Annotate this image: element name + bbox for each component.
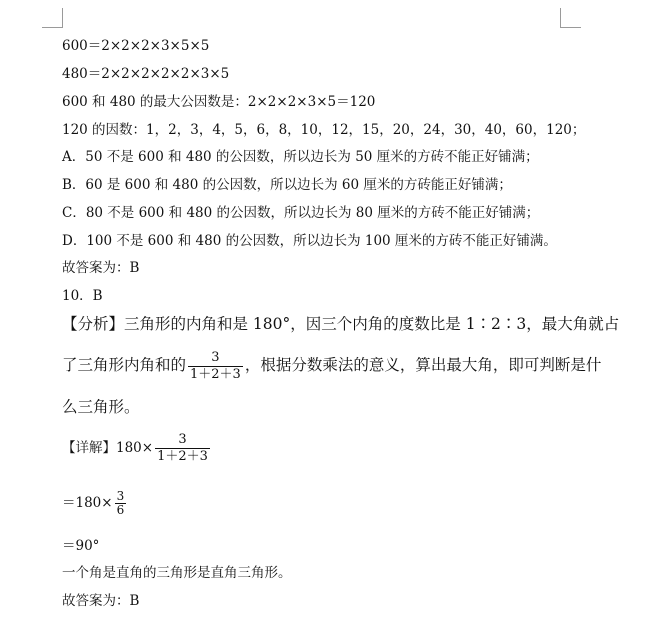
gcd-line: 600 和 480 的最大公因数是：2×2×2×3×5＝120 <box>62 94 376 110</box>
analysis-line-1: 【分析】三角形的内角和是 180°，因三个内角的度数比是 1∶2∶3，最大角就占 <box>62 315 620 333</box>
answer-line-9: 故答案为：B <box>62 260 140 276</box>
fraction-denominator: 1＋2＋3 <box>157 449 208 464</box>
detail-step-3: ＝90° <box>62 538 100 554</box>
question-10-answer: 10．B <box>62 288 103 304</box>
fraction-denominator: 1＋2＋3 <box>190 366 241 382</box>
crop-mark-right-horizontal <box>560 27 581 28</box>
detail-label: 【详解】180× <box>62 440 154 456</box>
crop-mark-left-vertical <box>62 8 63 28</box>
analysis-line-2 <box>62 345 601 385</box>
detail-step-2 <box>62 486 128 520</box>
conclusion-line: 一个角是直角的三角形是直角三角形。 <box>62 565 292 581</box>
detail-line <box>62 428 212 468</box>
factorization-480: 480＝2×2×2×2×2×3×5 <box>62 66 230 82</box>
fraction-denominator: 6 <box>116 503 125 517</box>
analysis-line-3: 么三角形。 <box>62 398 140 416</box>
fraction-numerator: 3 <box>211 349 220 365</box>
step-2-prefix: ＝180× <box>62 495 113 511</box>
factors-of-120: 120 的因数：1，2，3，4，5，6，8，10，12，15，20，24，30，40，60，120； <box>62 122 586 138</box>
option-b-text: B．60 是 600 和 480 的公因数，所以边长为 60 厘米的方砖能正好铺满； <box>62 177 512 193</box>
option-c-text: C．80 不是 600 和 480 的公因数，所以边长为 80 厘米的方砖不能正好铺满； <box>62 205 540 221</box>
option-d-text: D．100 不是 600 和 480 的公因数，所以边长为 100 厘米的方砖不能正好铺满。 <box>62 233 557 249</box>
fraction-numerator: 3 <box>178 432 187 447</box>
analysis-line-2-end: ，根据分数乘法的意义，算出最大角，即可判断是什 <box>244 356 602 374</box>
fraction-3-over-1-plus-2-plus-3-detail <box>155 432 210 465</box>
fraction-numerator: 3 <box>116 489 125 503</box>
factorization-600: 600＝2×2×2×3×5×5 <box>62 38 210 54</box>
crop-mark-right-vertical <box>560 8 561 28</box>
crop-mark-left-horizontal <box>42 27 63 28</box>
fraction-3-over-6 <box>115 490 127 517</box>
analysis-line-2-start: 了三角形内角和的 <box>62 356 187 374</box>
option-a-text: A．50 不是 600 和 480 的公因数，所以边长为 50 厘米的方砖不能正好铺满； <box>62 149 539 165</box>
final-answer-line: 故答案为：B <box>62 593 140 609</box>
fraction-3-over-1-plus-2-plus-3 <box>188 350 243 383</box>
